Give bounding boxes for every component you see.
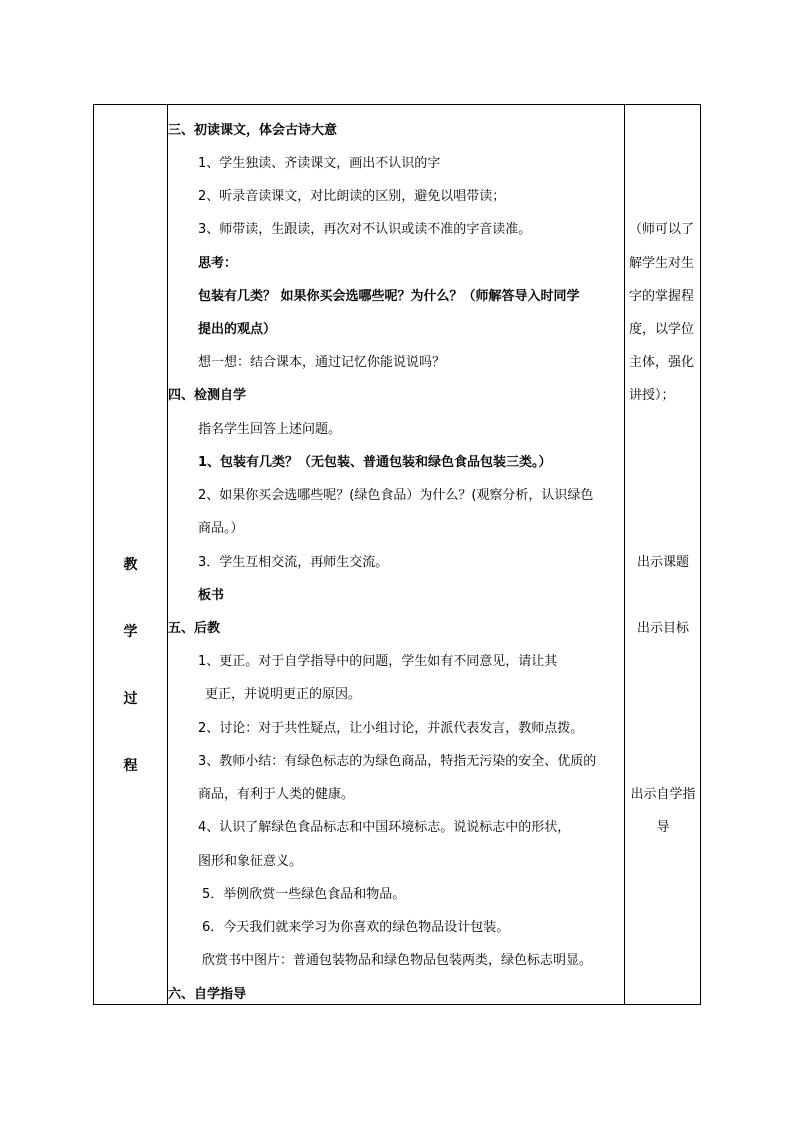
- note-line: 字的掌握程: [629, 289, 695, 304]
- stage-label-column: [94, 105, 167, 1004]
- lesson-content-column: [168, 105, 624, 1004]
- stage-label-char: 程: [123, 758, 138, 774]
- content-line: 1、更正。对于自学指导中的问题，学生如有不同意见，请让其: [198, 654, 558, 669]
- content-line: 4、认识了解绿色食品标志和中国环境标志。说说标志中的形状，: [198, 820, 571, 835]
- content-line: 提出的观点）: [198, 322, 277, 337]
- content-line: 3、师带读，生跟读，再次对不认识或读不准的字音读准。: [198, 222, 532, 237]
- lesson-table: [93, 104, 701, 1005]
- stage-label-char: 学: [123, 624, 138, 640]
- note-line: 导: [656, 820, 670, 835]
- content-line: 5．举例欣赏一些绿色食品和物品。: [202, 887, 406, 902]
- content-line: 商品，有利于人类的健康。: [198, 787, 355, 802]
- note-line: 解学生对生: [629, 256, 695, 271]
- note-line: 出示自学指: [630, 787, 696, 802]
- stage-label-char: 过: [123, 691, 138, 707]
- note-line: 讲授）；: [629, 388, 675, 403]
- section-title: 三、初读课文，体会古诗大意: [168, 123, 338, 138]
- content-line: 6．今天我们就来学习为你喜欢的绿色物品设计包装。: [202, 920, 510, 935]
- section-title: 五、后教: [168, 621, 221, 636]
- content-line: 2、听录音读课文，对比朗读的区别，避免以唱带读；: [198, 189, 506, 204]
- teacher-notes-column: [625, 105, 701, 1004]
- note-line: 度，以学位: [629, 322, 695, 337]
- note-line: 主体，强化: [629, 355, 695, 370]
- content-line: 图形和象征意义。: [198, 854, 303, 869]
- content-line: 商品。）: [198, 521, 244, 536]
- board-label: 板书: [198, 588, 225, 603]
- content-line: 包装有几类？ 如果你买会选哪些呢？为什么？（师解答导入时同学: [198, 289, 580, 304]
- section-title: 六、自学指导: [168, 987, 247, 1002]
- think-title: 思考：: [198, 256, 238, 271]
- stage-label-char: 教: [123, 557, 138, 573]
- content-line: 2、讨论：对于共性疑点，让小组讨论，并派代表发言，教师点拨。: [198, 721, 584, 736]
- note-line: （师可以了: [629, 222, 695, 237]
- content-line: 更正，并说明更正的原因。: [205, 687, 362, 702]
- content-line: 1、学生独读、齐读课文，画出不认识的字: [198, 156, 441, 171]
- content-line: 欣赏书中图片：普通包装物品和绿色物品包装两类，绿色标志明显。: [202, 953, 593, 968]
- note-line: 出示课题: [636, 555, 689, 570]
- section-title: 四、检测自学: [168, 388, 247, 403]
- note-line: 出示目标: [636, 621, 689, 636]
- content-line: 3、教师小结：有绿色标志的为绿色商品，特指无污染的安全、优质的: [198, 754, 597, 769]
- content-line: 指名学生回答上述问题。: [198, 422, 342, 437]
- content-line: 想一想：结合课本，通过记忆你能说说吗？: [198, 355, 446, 370]
- content-line: 3．学生互相交流，再师生交流。: [198, 555, 389, 570]
- content-line: 2、如果你买会选哪些呢？(绿色食品）为什么？(观察分析，认识绿色: [198, 488, 594, 503]
- content-line: 1、包装有几类？（无包装、普通包装和绿色食品包装三类。）: [198, 455, 552, 470]
